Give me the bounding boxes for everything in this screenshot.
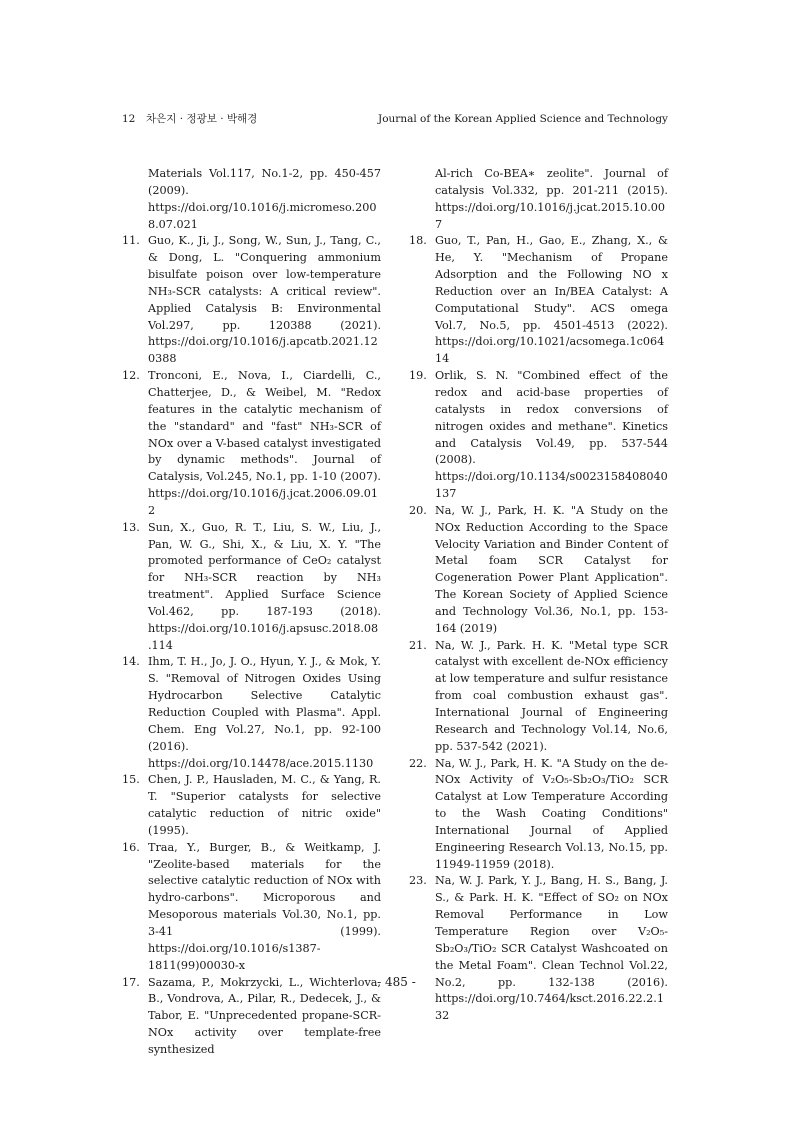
reference-entry-13	[122, 520, 381, 655]
reference-number: 18.	[409, 234, 427, 248]
reference-text: Guo, T., Pan, H., Gao, E., Zhang, X., & He, Y. "Mechanism of Propane Adsorption and the Following NO x Reduction over an In/BEA Catalyst: A Computational Study". ACS omega Vol.7, No.5, pp. 4501-4513 (2022). https://doi.org/10.1021/acsomega.1c06414	[435, 234, 668, 366]
reference-entry-18	[409, 233, 668, 368]
reference-entry-19	[409, 368, 668, 503]
reference-number: 11.	[122, 234, 140, 248]
reference-entry-16	[122, 840, 381, 975]
reference-text: Chen, J. P., Hausladen, M. C., & Yang, R. T. "Superior catalysts for selective catalytic reduction of nitric oxide" (1995).	[148, 773, 381, 837]
page-footer	[0, 973, 793, 991]
reference-entry-22	[409, 756, 668, 874]
reference-entry-23	[409, 873, 668, 1025]
reference-text: Orlik, S. N. "Combined effect of the redox and acid-base properties of catalysts in redox conversions of nitrogen oxides and methane". Kinetics and Catalysis Vol.49, pp. 537-544 (2008). https://doi.org/10.1134/s0023158408040137	[435, 369, 668, 501]
reference-number: 14.	[122, 655, 140, 669]
reference-text: Traa, Y., Burger, B., & Weitkamp, J. "Zeolite-based materials for the selective catalytic reduction of NOx with hydro-carbons". Microporous and Mesoporous materials Vol.30, No.1, pp. 3-41 (1999). https://doi.org/10.1016/s1387-1811(99)00030-x	[148, 840, 381, 972]
reference-number: 13.	[122, 520, 140, 534]
reference-number: 12.	[122, 369, 140, 383]
reference-entry-11	[122, 233, 381, 368]
reference-number: 21.	[409, 638, 427, 652]
reference-text: Tronconi, E., Nova, I., Ciardelli, C., Chatterjee, D., & Weibel, M. "Redox features in the catalytic mechanism of the "standard" and "fast" NH₃-SCR of NOx over a V-based catalyst investigated by dynamic methods". Journal of Catalysis, Vol.245, No.1, pp. 1-10 (2007). https://doi.org/10.1016/j.jcat.2006.09.012	[148, 369, 381, 517]
reference-text: Guo, K., Ji, J., Song, W., Sun, J., Tang, C., & Dong, L. "Conquering ammonium bisulfate poison over low-temperature NH₃-SCR catalysts: A critical review". Applied Catalysis B: Environmental Vol.297, pp. 120388 (2021). https://doi.org/10.1016/j.apcatb.2021.120388	[148, 234, 381, 366]
header-journal-title: Journal of the Korean Applied Science and Technology	[378, 113, 668, 125]
reference-text: Sazama, P., Mokrzycki, L., Wichterlova, B., Vondrova, A., Pilar, R., Dedecek, J., & Tabor, E. "Unprecedented propane-SCR-NOx activity over template-free synthesized	[148, 975, 381, 1056]
page-header	[122, 111, 668, 127]
reference-number: 19.	[409, 369, 427, 383]
header-authors: 차은지 · 정광보 · 박해경	[146, 113, 258, 125]
reference-entry-15	[122, 772, 381, 839]
reference-number: 16.	[122, 840, 140, 854]
reference-entry-17-continued	[409, 166, 668, 233]
reference-text: Sun, X., Guo, R. T., Liu, S. W., Liu, J., Pan, W. G., Shi, X., & Liu, X. Y. "The promoted performance of CeO₂ catalyst for NH₃-SCR reaction by NH₃ treatment". Applied Surface Science Vol.462, pp. 187-193 (2018). https://doi.org/10.1016/j.apsusc.2018.08.114	[148, 520, 381, 652]
references-right-column	[409, 166, 668, 1025]
reference-entry-14	[122, 654, 381, 772]
reference-text: Na, W. J. Park, Y. J., Bang, H. S., Bang, J. S., & Park. H. K. "Effect of SO₂ on NOx Removal Performance in Low Temperature Region over V₂O₅-Sb₂O₃/TiO₂ SCR Catalyst Washcoated on the Metal Foam". Clean Technol Vol.22, No.2, pp. 132-138 (2016). https://doi.org/10.7464/ksct.2016.22.2.132	[435, 874, 668, 1023]
reference-text: Na, W. J., Park, H. K. "A Study on the NOx Reduction According to the Space Velocity Variation and Binder Content of Metal foam SCR Catalyst for Cogeneration Power Plant Application". The Korean Society of Applied Science and Technology Vol.36, No.1, pp. 153-164 (2019)	[435, 503, 668, 635]
reference-number: 17.	[122, 975, 140, 989]
reference-number: 15.	[122, 773, 140, 787]
reference-text: Na, W. J., Park. H. K. "Metal type SCR catalyst with excellent de-NOx efficiency at low temperature and sulfur resistance from coal combustion exhaust gas". International Journal of Engineering Research and Technology Vol.14, No.6, pp. 537-542 (2021).	[435, 638, 668, 753]
references-left-column	[122, 166, 381, 1059]
reference-number: 22.	[409, 756, 427, 770]
reference-number: 23.	[409, 874, 427, 888]
reference-text: Al-rich Co-BEA∗ zeolite". Journal of catalysis Vol.332, pp. 201-211 (2015). https://doi.org/10.1016/j.jcat.2015.10.007	[435, 167, 668, 231]
reference-entry-21	[409, 638, 668, 756]
reference-entry-10-continued	[122, 166, 381, 233]
footer-page-number: - 485 -	[377, 975, 416, 989]
header-page-number: 12	[122, 113, 136, 125]
reference-text: Ihm, T. H., Jo, J. O., Hyun, Y. J., & Mok, Y. S. "Removal of Nitrogen Oxides Using Hydrocarbon Selective Catalytic Reduction Coupled with Plasma". Appl. Chem. Eng Vol.27, No.1, pp. 92-100 (2016). https://doi.org/10.14478/ace.2015.1130	[148, 655, 381, 770]
reference-text: Na, W. J., Park, H. K. "A Study on the de-NOx Activity of V₂O₅-Sb₂O₃/TiO₂ SCR Catalyst at Low Temperature According to the Wash Coating Conditions" International Journal of Applied Engineering Research Vol.13, No.15, pp. 11949-11959 (2018).	[435, 756, 668, 871]
reference-text: Materials Vol.117, No.1-2, pp. 450-457 (2009). https://doi.org/10.1016/j.micromeso.2008.07.021	[148, 167, 381, 231]
reference-entry-12	[122, 368, 381, 520]
reference-entry-20	[409, 503, 668, 638]
reference-number: 20.	[409, 503, 427, 517]
